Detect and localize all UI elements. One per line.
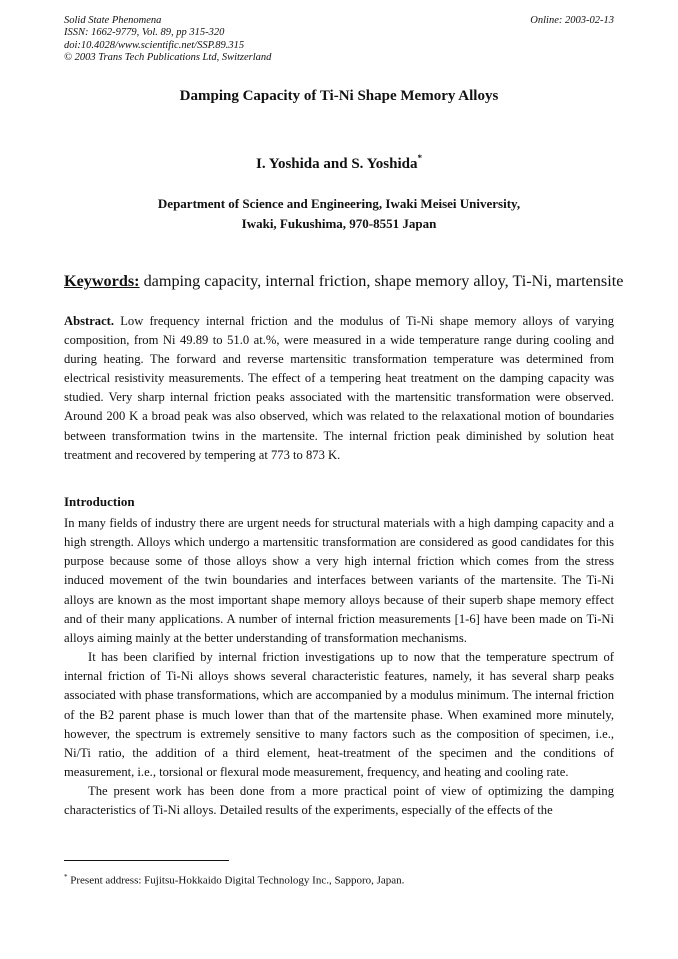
affiliation (0, 194, 678, 234)
online-date: Online: 2003-02-13 (530, 15, 614, 26)
author-line (0, 154, 678, 173)
footnote-divider (64, 860, 229, 861)
issn-line: ISSN: 1662-9779, Vol. 89, pp 315-320 (64, 27, 225, 39)
intro-paragraph-2: It has been clarified by internal friction investigations up to now that the temperature spectrum of internal friction of Ti-Ni alloys shows several characteristic features, namely, it has several sharp peaks associated with phase transformations, which are accompanied by a modulus minimum. The internal friction of the B2 parent phase is much lower than that of the martensite phase. When examined more minutely, however, the spectrum is extremely sensitive to many factors such as the composition of specimen, i.e., Ni/Ti ratio, the addition of a third element, heat-treatment of the specimen and the conditions of measurement, i.e., torsional or flexural mode measurement, frequency, and heating and cooling rate. (64, 650, 614, 780)
affiliation-line-2: Iwaki, Fukushima, 970-8551 Japan (241, 216, 437, 231)
abstract-text: Low frequency internal friction and the modulus of Ti-Ni shape memory alloys of varying composition, from Ni 49.89 to 51.0 at.%, were measured in a wide temperature range during cooling and during heating. The forward and reverse martensitic transformation temperature was determined from electrical resistivity measurements. The effect of a tempering heat treatment on the damping capacity was studied. Very sharp internal friction peaks associated with the martensitic transformation were observed. Around 200 K a broad peak was also observed, which was related to the relaxational motion of boundaries between transformation twins in the martensite. The internal friction peak diminished by solution heat treatment and recovered by tempering at 773 to 873 K. (64, 314, 614, 462)
footnote-text: Present address: Fujitsu-Hokkaido Digital Technology Inc., Sapporo, Japan. (67, 874, 405, 887)
intro-paragraph-1: In many fields of industry there are urgent needs for structural materials with a high damping capacity and a high strength. Alloys which undergo a martensitic transformation are considered as good candidates for this purpose because some of those alloys show a very high internal friction which comes from the stress induced movement of the twin boundaries and interfaces between variants of the martensite. The Ti-Ni alloys are known as the most important shape memory alloys because of their superb shape memory effect and of their many applications. A number of internal friction measurements [1-6] have been made on Ti-Ni alloys aiming mainly at the better understanding of transformation mechanisms. (64, 516, 614, 645)
doi-line: doi:10.4028/www.scientific.net/SSP.89.315 (64, 39, 245, 51)
author-footnote-mark: * (417, 153, 422, 163)
author-names: I. Yoshida and S. Yoshida (256, 156, 418, 172)
abstract-label: Abstract. (64, 314, 115, 328)
paper-title: Damping Capacity of Ti-Ni Shape Memory Alloys (179, 88, 499, 104)
journal-name: Solid State Phenomena (64, 15, 162, 26)
keywords (64, 272, 624, 291)
keywords-text: damping capacity, internal friction, shape memory alloy, Ti-Ni, martensite (139, 272, 624, 290)
footnote-mark: * (64, 873, 68, 881)
introduction-heading: Introduction (64, 494, 135, 509)
affiliation-line-1: Department of Science and Engineering, Iwaki Meisei University, (157, 196, 521, 211)
journal-header (64, 15, 271, 64)
keywords-label: Keywords: (64, 272, 140, 290)
introduction-body (64, 514, 614, 821)
intro-paragraph-3: The present work has been done from a more practical point of view of optimizing the damping characteristics of Ti-Ni alloys. Detailed results of the experiments, especially of the effects of the (64, 784, 614, 818)
footnote (64, 873, 404, 887)
copyright-line: © 2003 Trans Tech Publications Ltd, Switzerland (64, 51, 272, 63)
abstract (64, 312, 614, 465)
